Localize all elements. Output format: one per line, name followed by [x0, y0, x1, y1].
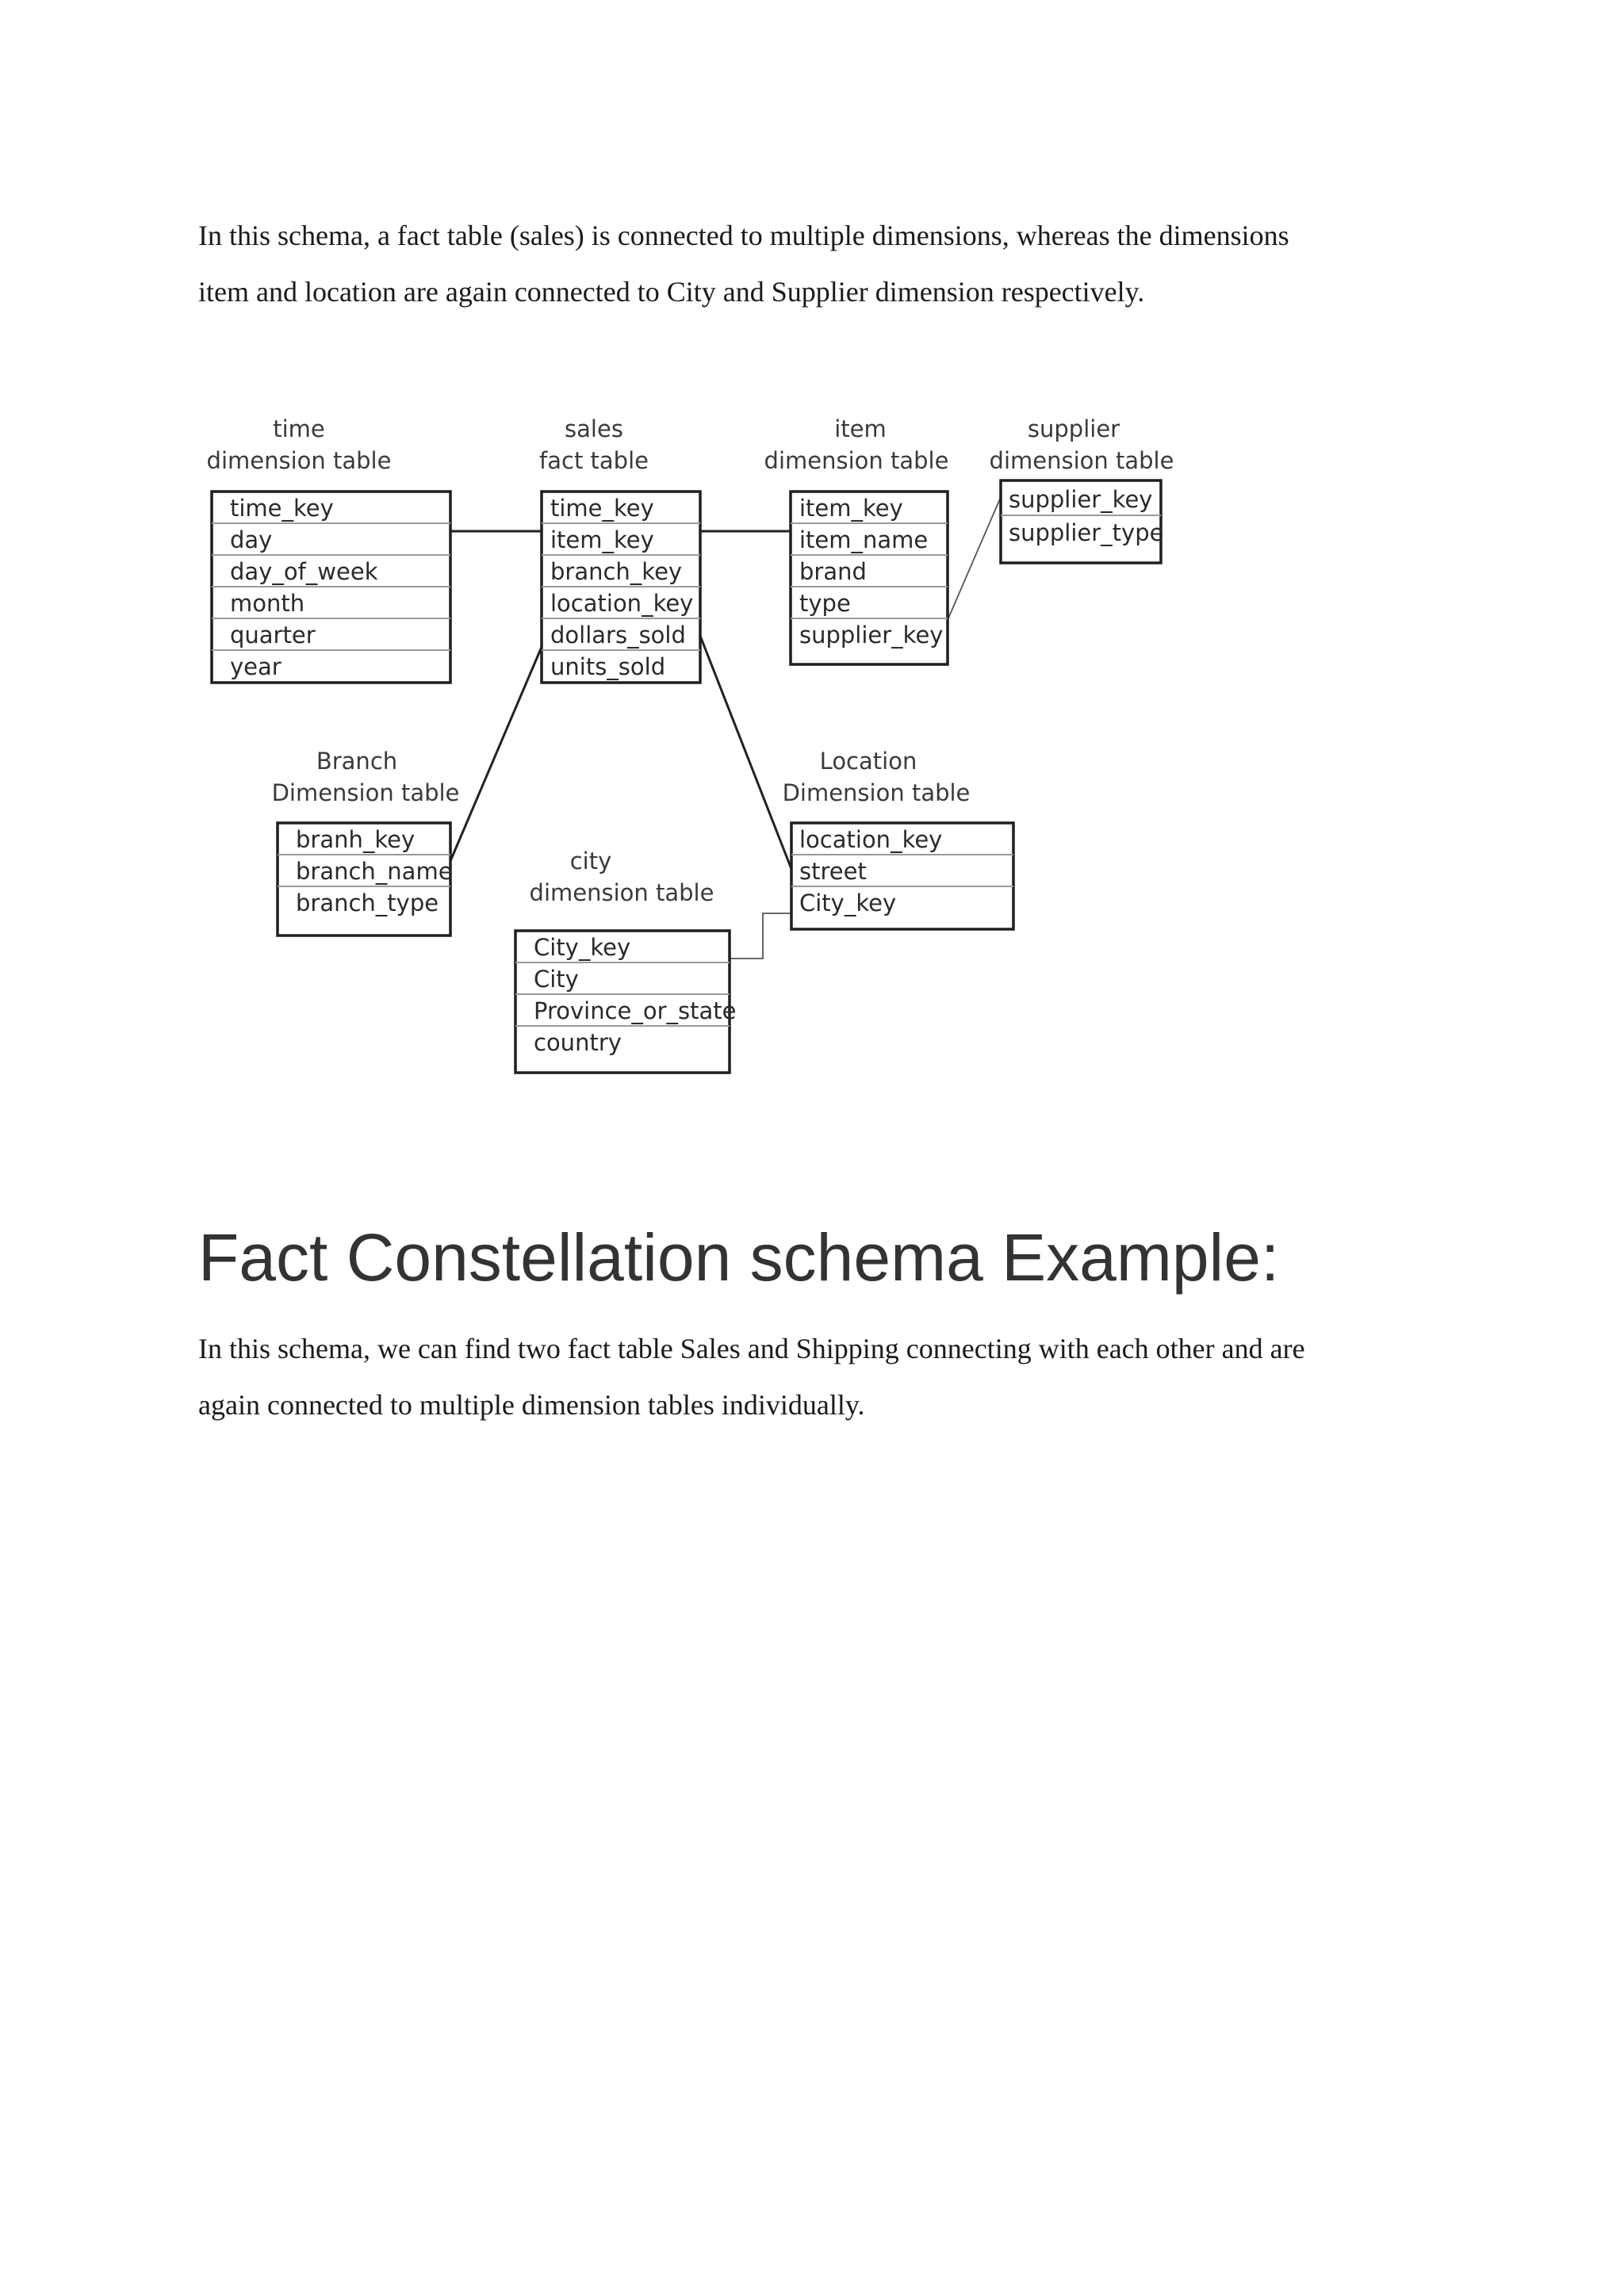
- table-sales-field: units_sold: [550, 653, 666, 680]
- table-supplier-field: supplier_key: [1009, 486, 1153, 513]
- table-location-title-1: Location: [819, 748, 917, 775]
- table-supplier: [990, 415, 1174, 563]
- table-branch-field: branh_key: [296, 826, 416, 853]
- table-sales-field: time_key: [550, 495, 654, 522]
- table-city-field: City_key: [534, 934, 631, 961]
- table-sales-field: item_key: [550, 526, 654, 553]
- table-branch-field: branch_type: [296, 890, 439, 916]
- link-sales-location: [700, 636, 791, 869]
- table-time-field: year: [230, 653, 282, 680]
- table-city-field: country: [534, 1029, 622, 1056]
- table-city-field: City: [534, 966, 579, 993]
- table-item-field: item_key: [799, 495, 903, 522]
- table-sales-field: branch_key: [550, 558, 683, 585]
- fact-constellation-line-2: again connected to multiple dimension tables individually.: [198, 1389, 865, 1421]
- table-branch-field: branch_name: [296, 858, 453, 885]
- fact-constellation-line-1: In this schema, we can find two fact table Sales and Shipping connecting with each other and are: [198, 1333, 1305, 1364]
- table-item-title-1: item: [834, 415, 887, 442]
- table-location-field: location_key: [799, 826, 943, 853]
- intro-line-1: In this schema, a fact table (sales) is connected to multiple dimensions, whereas the dimensions: [198, 220, 1289, 251]
- fact-constellation-heading: Fact Constellation schema Example:: [198, 1220, 1280, 1295]
- table-time: [207, 415, 450, 683]
- table-item-field: type: [799, 590, 851, 617]
- link-location-city: [730, 913, 791, 959]
- table-time-field: quarter: [230, 622, 316, 649]
- table-location-field: City_key: [799, 890, 897, 916]
- table-sales-field: dollars_sold: [550, 622, 686, 649]
- table-time-field: day: [230, 526, 273, 553]
- table-sales: [539, 415, 700, 683]
- table-branch-title-2: Dimension table: [271, 779, 460, 806]
- link-item-supplier: [948, 497, 1001, 620]
- table-city-field: Province_or_state: [534, 997, 737, 1024]
- table-city-title-2: dimension table: [529, 879, 714, 906]
- table-time-field: day_of_week: [230, 558, 378, 585]
- table-time-field: month: [230, 590, 305, 617]
- table-item: [764, 415, 949, 664]
- table-city: [515, 848, 737, 1073]
- table-branch: [272, 748, 460, 936]
- table-location: [783, 748, 1013, 929]
- table-item-field: item_name: [799, 526, 929, 553]
- table-supplier-field: supplier_type: [1009, 519, 1164, 546]
- table-time-title-2: dimension table: [206, 447, 392, 474]
- intro-line-2: item and location are again connected to City and Supplier dimension respectively.: [198, 276, 1145, 308]
- link-sales-branch: [450, 647, 542, 861]
- table-branch-title-1: Branch: [316, 748, 398, 775]
- table-supplier-title-2: dimension table: [989, 447, 1174, 474]
- fact-constellation-paragraph: [198, 1321, 1435, 1433]
- intro-paragraph: [198, 208, 1435, 320]
- table-location-title-2: Dimension table: [782, 779, 971, 806]
- table-sales-title-2: fact table: [539, 447, 649, 474]
- table-time-field: time_key: [230, 495, 334, 522]
- table-city-title-1: city: [569, 848, 612, 874]
- snowflake-schema-diagram: [198, 396, 1189, 1102]
- table-item-field: brand: [799, 558, 867, 585]
- table-sales-field: location_key: [550, 590, 694, 617]
- table-item-field: supplier_key: [799, 622, 944, 649]
- table-supplier-title-1: supplier: [1027, 415, 1120, 442]
- table-item-title-2: dimension table: [764, 447, 949, 474]
- table-time-title-1: time: [273, 415, 325, 442]
- table-location-field: street: [799, 858, 867, 885]
- table-sales-title-1: sales: [565, 415, 623, 442]
